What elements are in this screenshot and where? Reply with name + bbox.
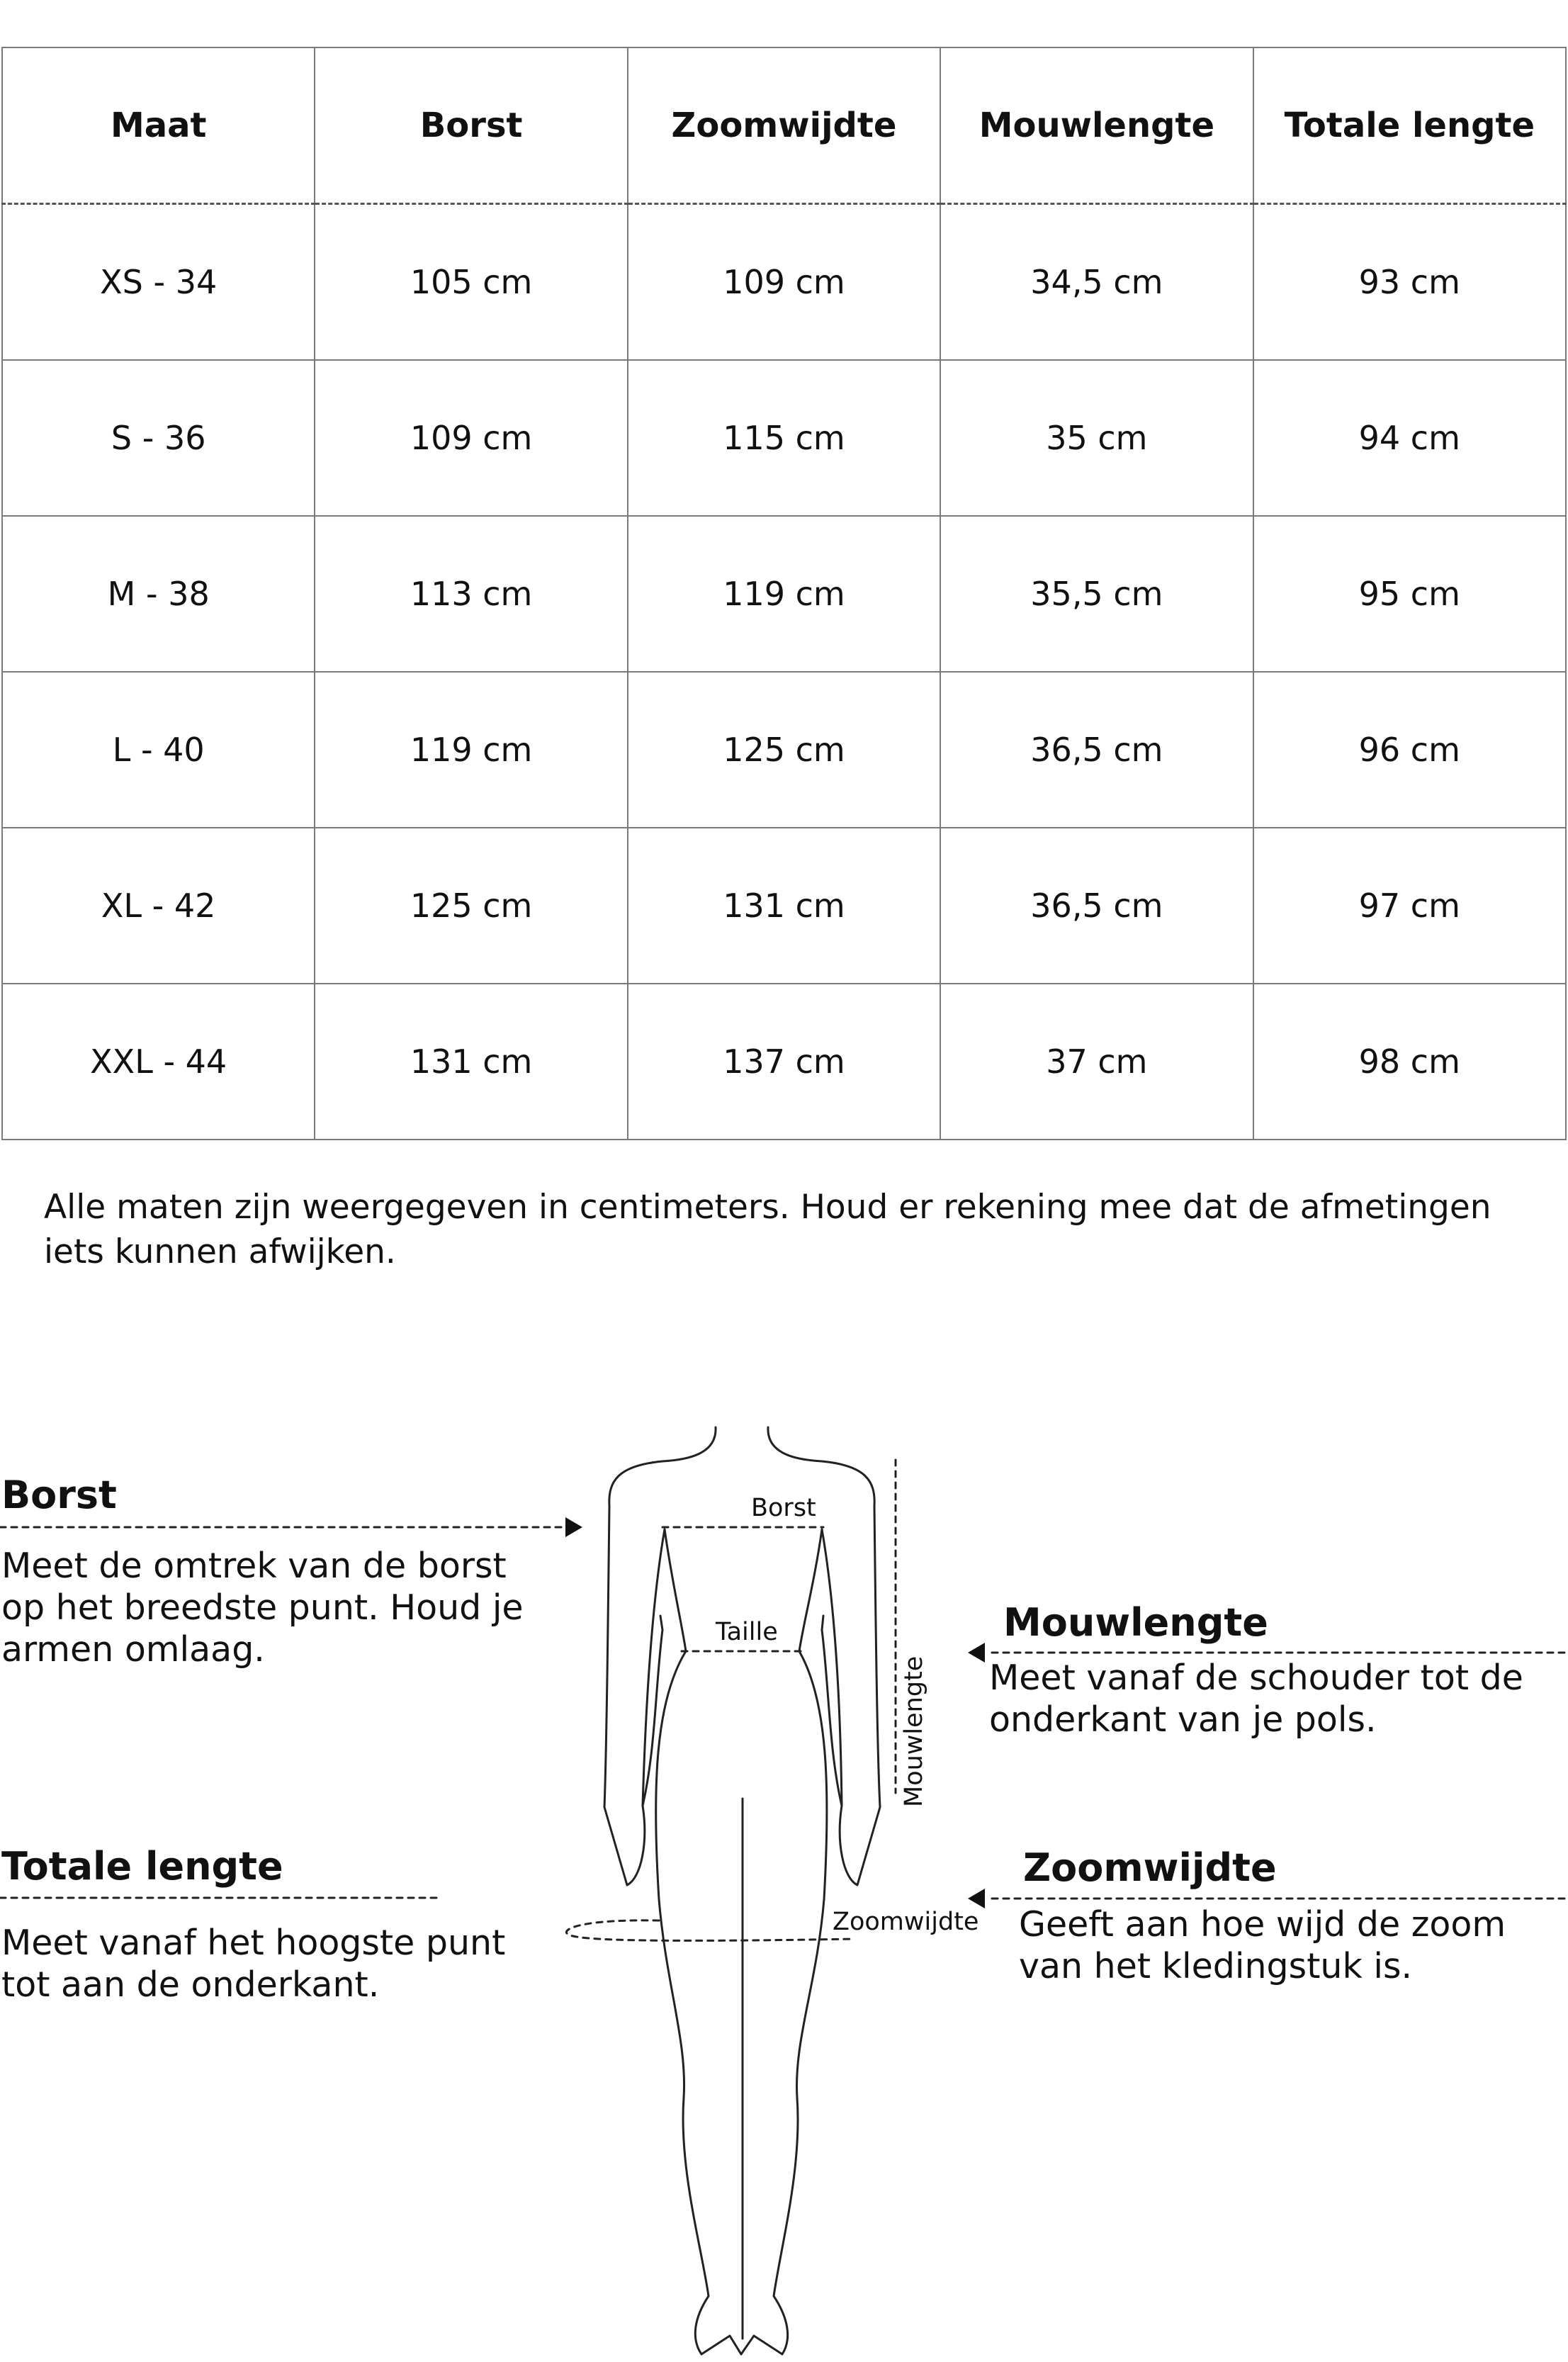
borst-arrow-icon [565,1517,582,1537]
table-header-row [2,47,1566,204]
table-cell: 125 cm [628,672,940,828]
garment-outline [665,1529,686,1651]
table-row [2,672,1566,828]
column-header-totale-lengte: Totale lengte [1253,47,1566,204]
size-table [1,47,1567,1140]
legend-title-mouwlengte: Mouwlengte [1003,1600,1268,1645]
figure-label-zoomwijdte: Zoomwijdte [833,1908,979,1936]
table-row [2,828,1566,984]
table-cell: 131 cm [315,984,627,1140]
zoomwijdte-arrow-icon [968,1889,985,1908]
table-cell: XS - 34 [2,204,315,361]
table-cell: 35 cm [940,360,1253,516]
column-header-borst: Borst [315,47,627,204]
legend-desc-mouwlengte: Meet vanaf de schouder tot de onderkant van je pols. [989,1658,1523,1740]
mouwlengte-arrow-icon [968,1643,985,1663]
garment-outline [643,1529,665,1806]
table-cell: 96 cm [1253,672,1566,828]
table-cell: 131 cm [628,828,940,984]
table-cell: 36,5 cm [940,828,1253,984]
zoomwijdte-measure-line [566,1920,854,1941]
column-header-zoomwijdte: Zoomwijdte [628,47,940,204]
table-cell: XL - 42 [2,828,315,984]
figure-label-taille: Taille [716,1618,778,1646]
table-cell: S - 36 [2,360,315,516]
garment-outline [768,1427,822,1461]
table-cell: 93 cm [1253,204,1566,361]
garment-outline [656,1651,741,2354]
table-cell: 119 cm [628,516,940,672]
table-cell: 109 cm [628,204,940,361]
table-cell: 113 cm [315,516,627,672]
table-cell: 115 cm [628,360,940,516]
legend-desc-totale-lengte: Meet vanaf het hoogste punt tot aan de onderkant. [1,1923,506,2005]
table-cell: 97 cm [1253,828,1566,984]
table-cell: XXL - 44 [2,984,315,1140]
figure-label-borst: Borst [751,1494,816,1522]
table-row [2,516,1566,672]
legend-title-zoomwijdte: Zoomwijdte [1023,1845,1277,1890]
table-cell: L - 40 [2,672,315,828]
table-cell: 98 cm [1253,984,1566,1140]
table-cell: 34,5 cm [940,204,1253,361]
table-cell: 95 cm [1253,516,1566,672]
table-cell: 105 cm [315,204,627,361]
table-cell: 94 cm [1253,360,1566,516]
legend-title-borst: Borst [1,1473,117,1517]
legend-desc-borst: Meet de omtrek van de borst op het breedste punt. Houd je armen omlaag. [1,1546,524,1670]
garment-outline [604,1461,662,1885]
legend-title-totale-lengte: Totale lengte [1,1844,283,1889]
table-cell: 109 cm [315,360,627,516]
garment-outline [741,1651,827,2354]
table-row [2,984,1566,1140]
table-cell: 137 cm [628,984,940,1140]
table-cell: 36,5 cm [940,672,1253,828]
table-cell: 35,5 cm [940,516,1253,672]
legend-desc-zoomwijdte: Geeft aan hoe wijd de zoom van het kledingstuk is. [1019,1904,1506,1986]
garment-outline [662,1427,716,1461]
garment-outline [822,1461,880,1885]
table-cell: M - 38 [2,516,315,672]
table-cell: 119 cm [315,672,627,828]
table-cell: 125 cm [315,828,627,984]
measurement-note: Alle maten zijn weergegeven in centimeters. Houd er rekening mee dat de afmetingen iets kunnen afwijken. [44,1188,1491,1271]
table-row [2,204,1566,361]
column-header-maat: Maat [2,47,315,204]
garment-outline [799,1529,822,1651]
table-cell: 37 cm [940,984,1253,1140]
table-row [2,360,1566,516]
column-header-mouwlengte: Mouwlengte [940,47,1253,204]
figure-label-mouwlengte: Mouwlengte [900,1655,928,1807]
